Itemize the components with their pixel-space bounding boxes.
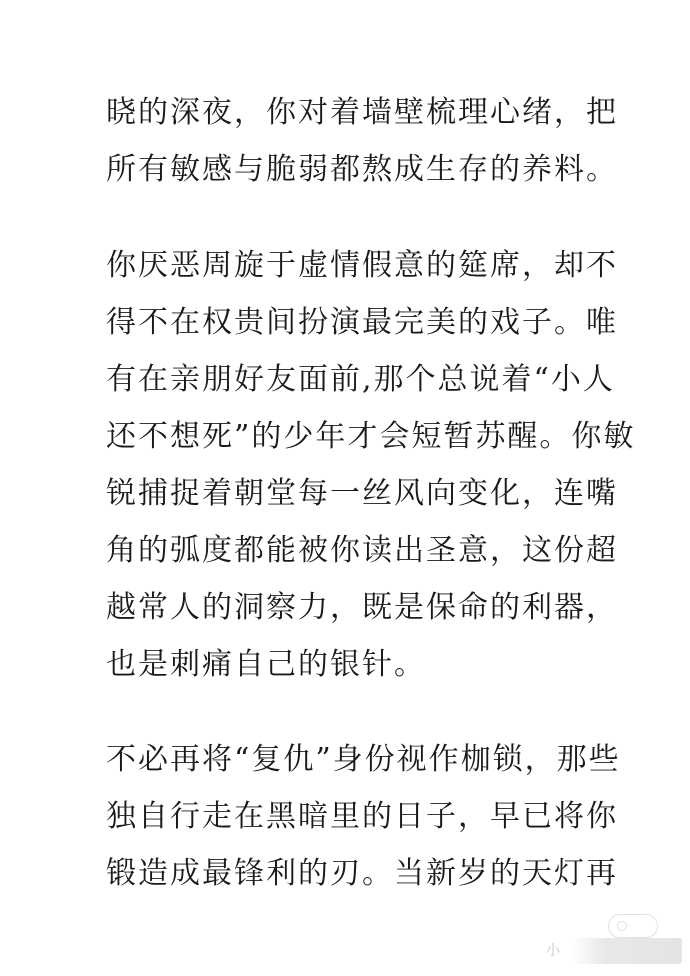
paragraph-1 [106,84,618,198]
watermark-text: 小 [546,943,560,959]
watermark-eye-icon [617,921,627,931]
text-line: 锐捕捉着朝堂每一丝风向变化，连嘴 [106,476,618,511]
text-line: 独自行走在黑暗里的日子，早已将你 [106,799,618,834]
text-line: 晓的深夜，你对着墙壁梳理心绪，把 [106,95,618,130]
text-line: 也是刺痛自己的银针。 [106,647,426,682]
text-line: 还不想死”的少年才会短暂苏醒。你敏 [106,419,636,454]
text-line: 有在亲朋好友面前,那个总说着“小人 [106,362,615,397]
text-line: 越常人的洞察力，既是保命的利器， [106,590,618,625]
text-line: 角的弧度都能被你读出圣意，这份超 [106,533,618,568]
watermark-logo-icon [608,914,658,938]
paragraph-2 [106,237,636,693]
text-line: 所有敏感与脆弱都熬成生存的养料。 [106,152,618,187]
text-line: 锻造成最锋利的刃。当新岁的天灯再 [106,856,618,891]
text-line: 不必再将“复仇”身份视作枷锁，那些 [106,742,621,777]
paragraph-3 [106,731,621,902]
watermark-username-blur [572,938,682,964]
text-line: 你厌恶周旋于虚情假意的筵席，却不 [106,248,618,283]
text-line: 得不在权贵间扮演最完美的戏子。唯 [106,305,618,340]
